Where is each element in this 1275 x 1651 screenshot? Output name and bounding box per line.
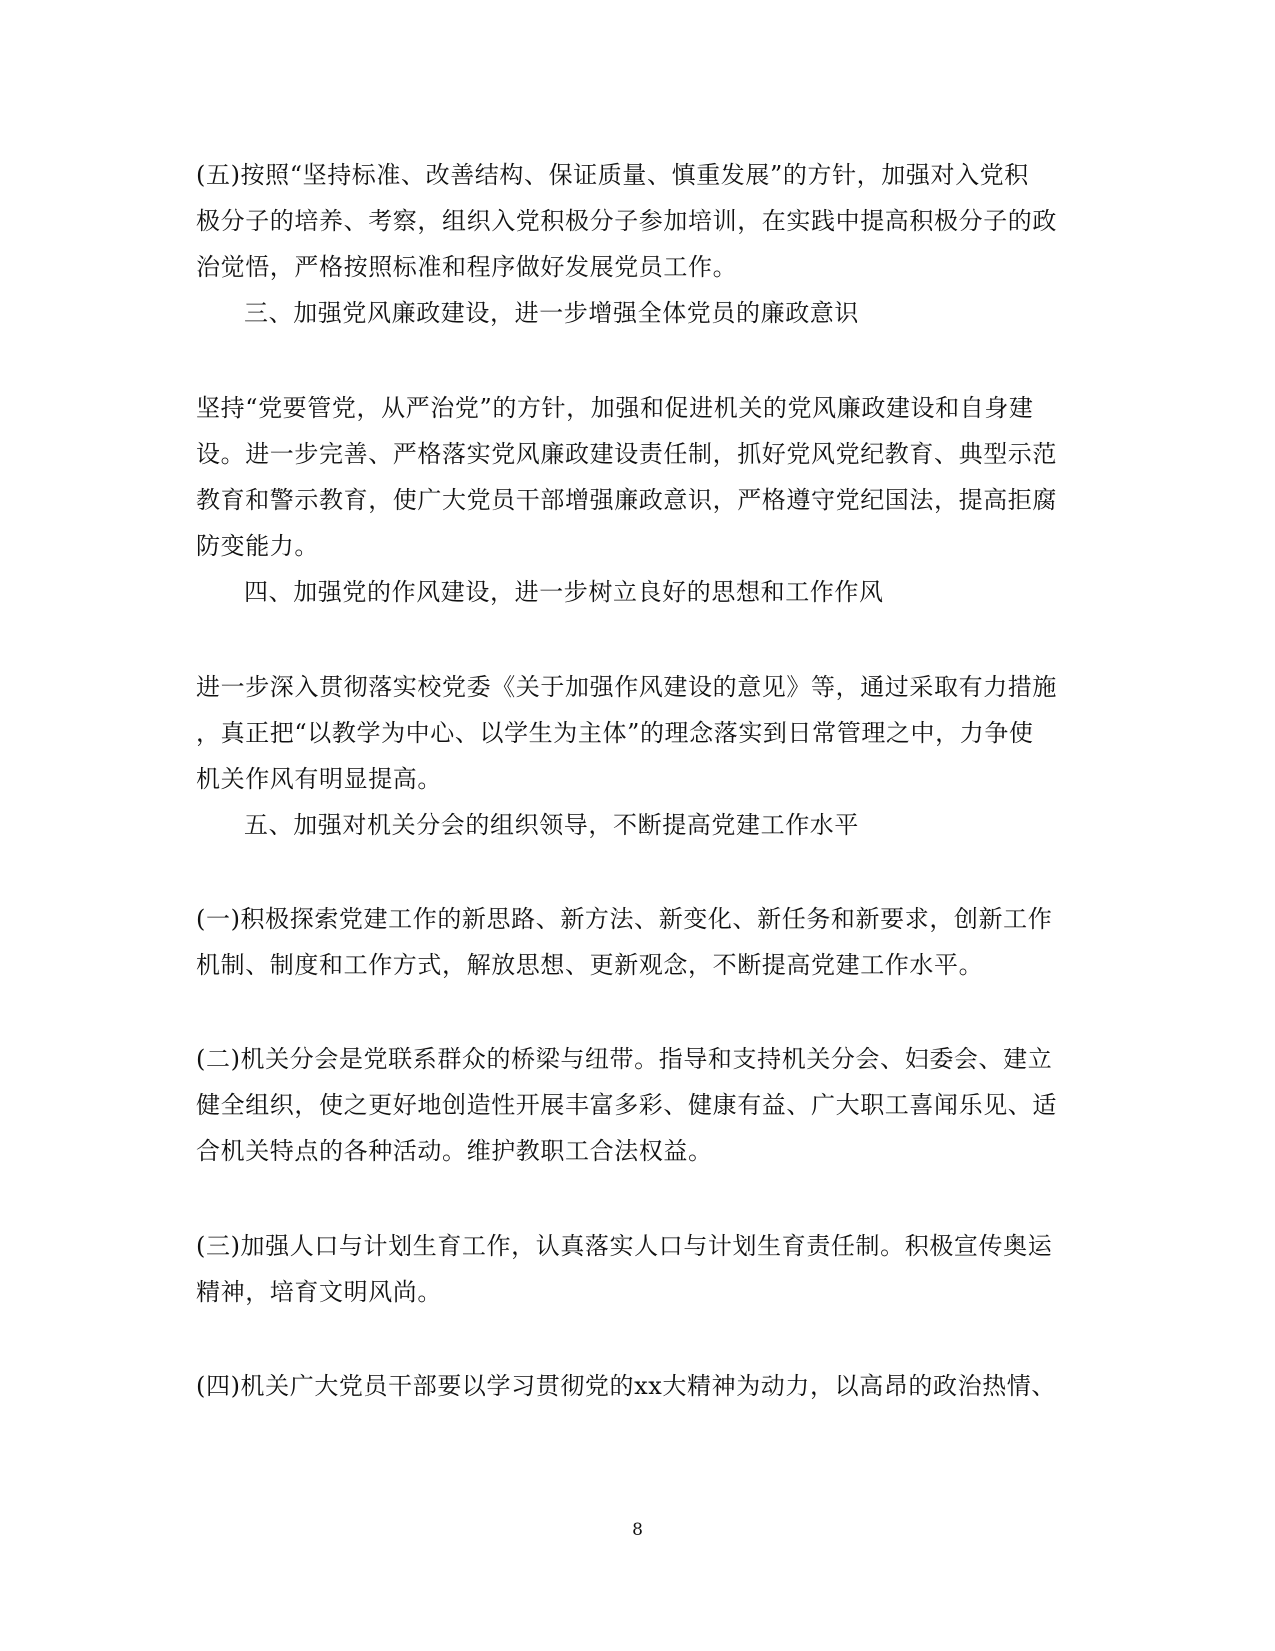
text-line: 坚持“党要管党，从严治党”的方针，加强和促进机关的党风廉政建设和自身建	[196, 394, 1034, 422]
text-line: 极分子的培养、考察，组织入党积极分子参加培训，在实践中提高积极分子的政	[196, 207, 1057, 235]
text-line: 健全组织，使之更好地创造性开展丰富多彩、健康有益、广大职工喜闻乐见、适	[196, 1091, 1057, 1119]
text-line: 治觉悟，严格按照标准和程序做好发展党员工作。	[196, 253, 738, 281]
section-heading: 三、加强党风廉政建设，进一步增强全体党员的廉政意识	[244, 299, 859, 327]
text-line: 合机关特点的各种活动。维护教职工合法权益。	[196, 1137, 713, 1165]
text-line: 设。进一步完善、严格落实党风廉政建设责任制，抓好党风党纪教育、典型示范	[196, 440, 1057, 468]
text-line: 精神，培育文明风尚。	[196, 1278, 442, 1306]
text-line: (一)积极探索党建工作的新思路、新方法、新变化、新任务和新要求，创新工作	[196, 905, 1053, 933]
section-heading: 五、加强对机关分会的组织领导，不断提高党建工作水平	[244, 811, 859, 839]
section-heading: 四、加强党的作风建设，进一步树立良好的思想和工作作风	[244, 578, 884, 606]
text-line: 防变能力。	[196, 532, 319, 560]
text-line: 机制、制度和工作方式，解放思想、更新观念，不断提高党建工作水平。	[196, 951, 984, 979]
text-line: (四)机关广大党员干部要以学习贯彻党的xx大精神为动力，以高昂的政治热情、	[196, 1372, 1056, 1400]
text-line: 教育和警示教育，使广大党员干部增强廉政意识，严格遵守党纪国法，提高拒腐	[196, 486, 1057, 514]
text-line: (三)加强人口与计划生育工作，认真落实人口与计划生育责任制。积极宣传奥运	[196, 1232, 1053, 1260]
text-line: 进一步深入贯彻落实校党委《关于加强作风建设的意见》等，通过采取有力措施	[196, 673, 1057, 701]
page-number: 8	[632, 1520, 643, 1540]
text-line: (二)机关分会是党联系群众的桥梁与纽带。指导和支持机关分会、妇委会、建立	[196, 1045, 1053, 1073]
text-line: 机关作风有明显提高。	[196, 765, 442, 793]
text-line: ，真正把“以教学为中心、以学生为主体”的理念落实到日常管理之中，力争使	[196, 719, 1034, 747]
text-line: (五)按照“坚持标准、改善结构、保证质量、慎重发展”的方针，加强对入党积	[196, 161, 1029, 189]
